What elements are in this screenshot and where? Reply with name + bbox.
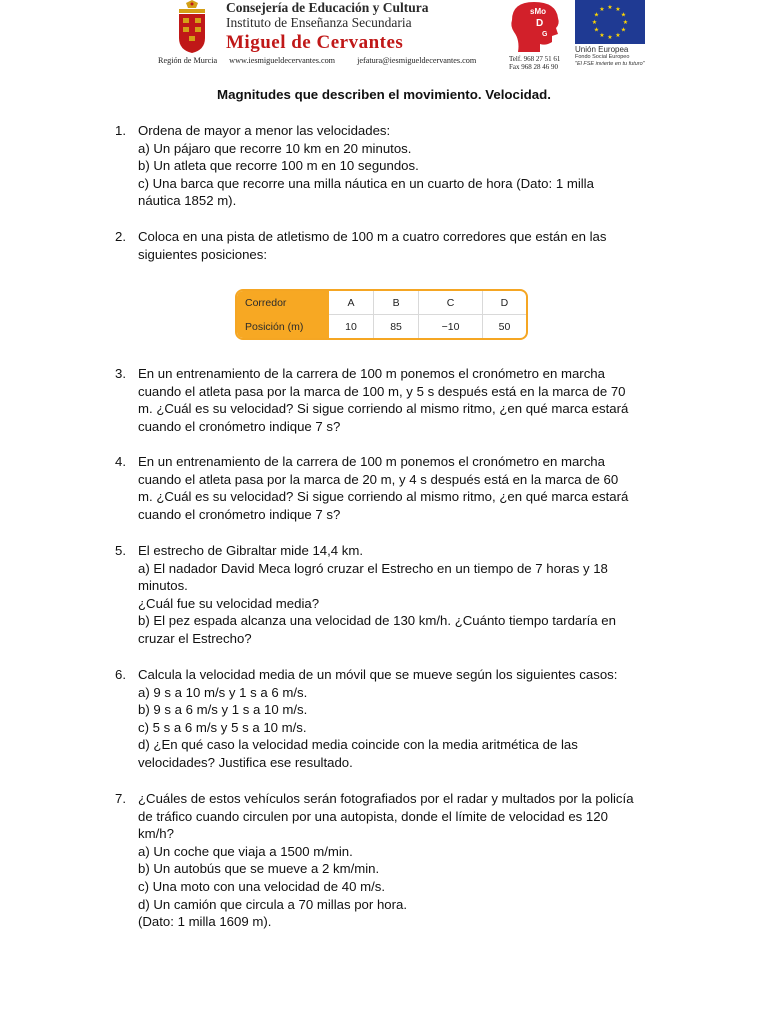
svg-text:★: ★ (593, 11, 600, 19)
contact-line (158, 56, 482, 65)
svg-text:★: ★ (599, 32, 605, 39)
svg-text:★: ★ (593, 26, 600, 34)
question-line: a) Un pájaro que recorre 10 km en 20 minutos. (138, 140, 412, 156)
question-line: m. ¿Cuál es su velocidad? Si sigue corriendo al mismo ritmo, ¿en qué marca estará (138, 401, 629, 417)
svg-text:★: ★ (620, 26, 627, 34)
question-line: a) 9 s a 10 m/s y 1 s a 6 m/s. (138, 684, 308, 700)
question-line: km/h? (138, 826, 174, 842)
question-text (138, 790, 698, 931)
question-line: a) Un coche que viaja a 1500 m/min. (138, 843, 353, 859)
question-text (138, 228, 698, 263)
school-name: Miguel de Cervantes (226, 32, 404, 53)
school-head-logo-icon (506, 0, 566, 54)
letterhead (0, 0, 768, 80)
question-text (138, 666, 698, 772)
question-number: 2. (115, 229, 126, 244)
question-line: cruzar el Estrecho? (138, 630, 252, 646)
question-line: d) Un camión que circula a 70 millas por hora. (138, 896, 408, 912)
question-line: En un entrenamiento de la carrera de 100 m ponemos el cronómetro en marcha (138, 366, 605, 381)
question-line: cuando el cronómetro indique 7 s? (138, 418, 341, 434)
table-header-cell: Posición (m) (237, 315, 329, 339)
question-line: El estrecho de Gibraltar mide 14,4 km. (138, 543, 364, 558)
question-line: minutos. (138, 578, 188, 594)
phone-fax (509, 55, 560, 71)
institute-type: Instituto de Enseñanza Secundaria (226, 15, 412, 30)
question-line: cuando el atleta pasa por la marca de 20 m, y 4 s después está en la marca de 60 (138, 471, 619, 487)
svg-text:★: ★ (599, 6, 605, 13)
table-cell: D (482, 291, 526, 315)
fax-number: Fax 968 28 46 90 (509, 63, 558, 71)
svg-text:★: ★ (615, 6, 621, 13)
question-line: b) El pez espada alcanza una velocidad de 130 km/h. ¿Cuánto tiempo tardaría en (138, 613, 616, 629)
question-line: En un entrenamiento de la carrera de 100 m ponemos el cronómetro en marcha (138, 454, 605, 469)
svg-text:★: ★ (620, 11, 627, 19)
table-cell: 50 (482, 315, 526, 339)
school-name-block (226, 0, 429, 54)
question-line: de tráfico cuando circulen por una autopista, donde el límite de velocidad es 120 (138, 808, 608, 824)
svg-text:★: ★ (607, 4, 613, 11)
region-name: Región de Murcia (158, 56, 218, 65)
question-text (138, 365, 698, 435)
question-line: velocidades? Justifica ese resultado. (138, 754, 353, 770)
svg-text:★: ★ (591, 19, 598, 26)
question-line: ¿Cuál fue su velocidad media? (138, 595, 320, 611)
question-number: 6. (115, 667, 126, 682)
question-line: c) Una moto con una velocidad de 40 m/s. (138, 878, 386, 894)
table-cell: A (329, 291, 374, 315)
department-name: Consejería de Educación y Cultura (226, 0, 429, 15)
question-line: ¿Cuáles de estos vehículos serán fotografiados por el radar y multados por la policía (138, 791, 634, 806)
page-title: Magnitudes que describen el movimiento. Velocidad. (217, 87, 551, 102)
question-line: a) El nadador David Meca logró cruzar el Estrecho en un tiempo de 7 horas y 18 (138, 560, 608, 576)
question-number: 4. (115, 454, 126, 469)
svg-text:D: D (536, 18, 544, 29)
table-row (237, 315, 526, 339)
table-cell: C (419, 291, 483, 315)
question-line: d) ¿En qué caso la velocidad media coincide con la media aritmética de las (138, 737, 578, 753)
question-line: b) Un autobús que se mueve a 2 km/min. (138, 861, 380, 877)
eu-fund: Fondo Social Europeo (575, 54, 630, 60)
eu-name: Unión Europea (575, 45, 629, 54)
email-link[interactable]: jefatura@iesmigueldecervantes.com (357, 56, 477, 65)
svg-text:sMo: sMo (530, 7, 546, 16)
question-line: (Dato: 1 milla 1609 m). (138, 914, 272, 930)
table-row (237, 291, 526, 315)
question-text (138, 542, 698, 648)
question-number: 5. (115, 543, 126, 558)
question-line: náutica 1852 m). (138, 193, 237, 209)
website-link[interactable]: www.iesmigueldecervantes.com (229, 56, 336, 65)
question-line: b) 9 s a 6 m/s y 1 s a 10 m/s. (138, 702, 308, 718)
svg-text:G: G (542, 31, 548, 38)
table-cell: 85 (374, 315, 419, 339)
eu-caption (575, 45, 645, 68)
table-cell: B (374, 291, 419, 315)
svg-text:★: ★ (607, 34, 613, 41)
question-line: c) Una barca que recorre una milla náutica en un cuarto de hora (Dato: 1 milla (138, 175, 594, 191)
question-line: Calcula la velocidad media de un móvil que se mueve según los siguientes casos: (138, 667, 618, 682)
question-line: Coloca en una pista de atletismo de 100 m a cuatro corredores que están en las (138, 229, 607, 244)
question-line: m. ¿Cuál es su velocidad? Si sigue corriendo al mismo ritmo, ¿en qué marca estará (138, 489, 629, 505)
table-cell: −10 (419, 315, 483, 339)
svg-text:★: ★ (615, 32, 621, 39)
question-number: 3. (115, 366, 126, 381)
question-line: Ordena de mayor a menor las velocidades: (138, 123, 391, 138)
question-number: 7. (115, 791, 126, 806)
question-text (138, 453, 698, 523)
svg-text:★: ★ (622, 19, 629, 26)
table-cell: 10 (329, 315, 374, 339)
eu-motto: "El FSE invierte en tu futuro" (575, 61, 645, 67)
question-number: 1. (115, 123, 126, 138)
question-line: b) Un atleta que recorre 100 m en 10 segundos. (138, 158, 419, 174)
question-line: cuando el atleta pasa por la marca de 100 m, y 5 s después está en la marca de 70 (138, 383, 626, 399)
phone-number: Telf. 968 27 51 61 (509, 55, 561, 63)
question-line: cuando el cronómetro indique 7 s? (138, 506, 341, 522)
question-text (138, 122, 698, 210)
eu-flag-icon (575, 0, 645, 44)
question-line: siguientes posiciones: (138, 246, 268, 262)
table-header-cell: Corredor (237, 291, 329, 315)
region-crest-icon (176, 0, 208, 54)
question-line: c) 5 s a 6 m/s y 5 s a 10 m/s. (138, 719, 307, 735)
runners-table (235, 289, 528, 340)
